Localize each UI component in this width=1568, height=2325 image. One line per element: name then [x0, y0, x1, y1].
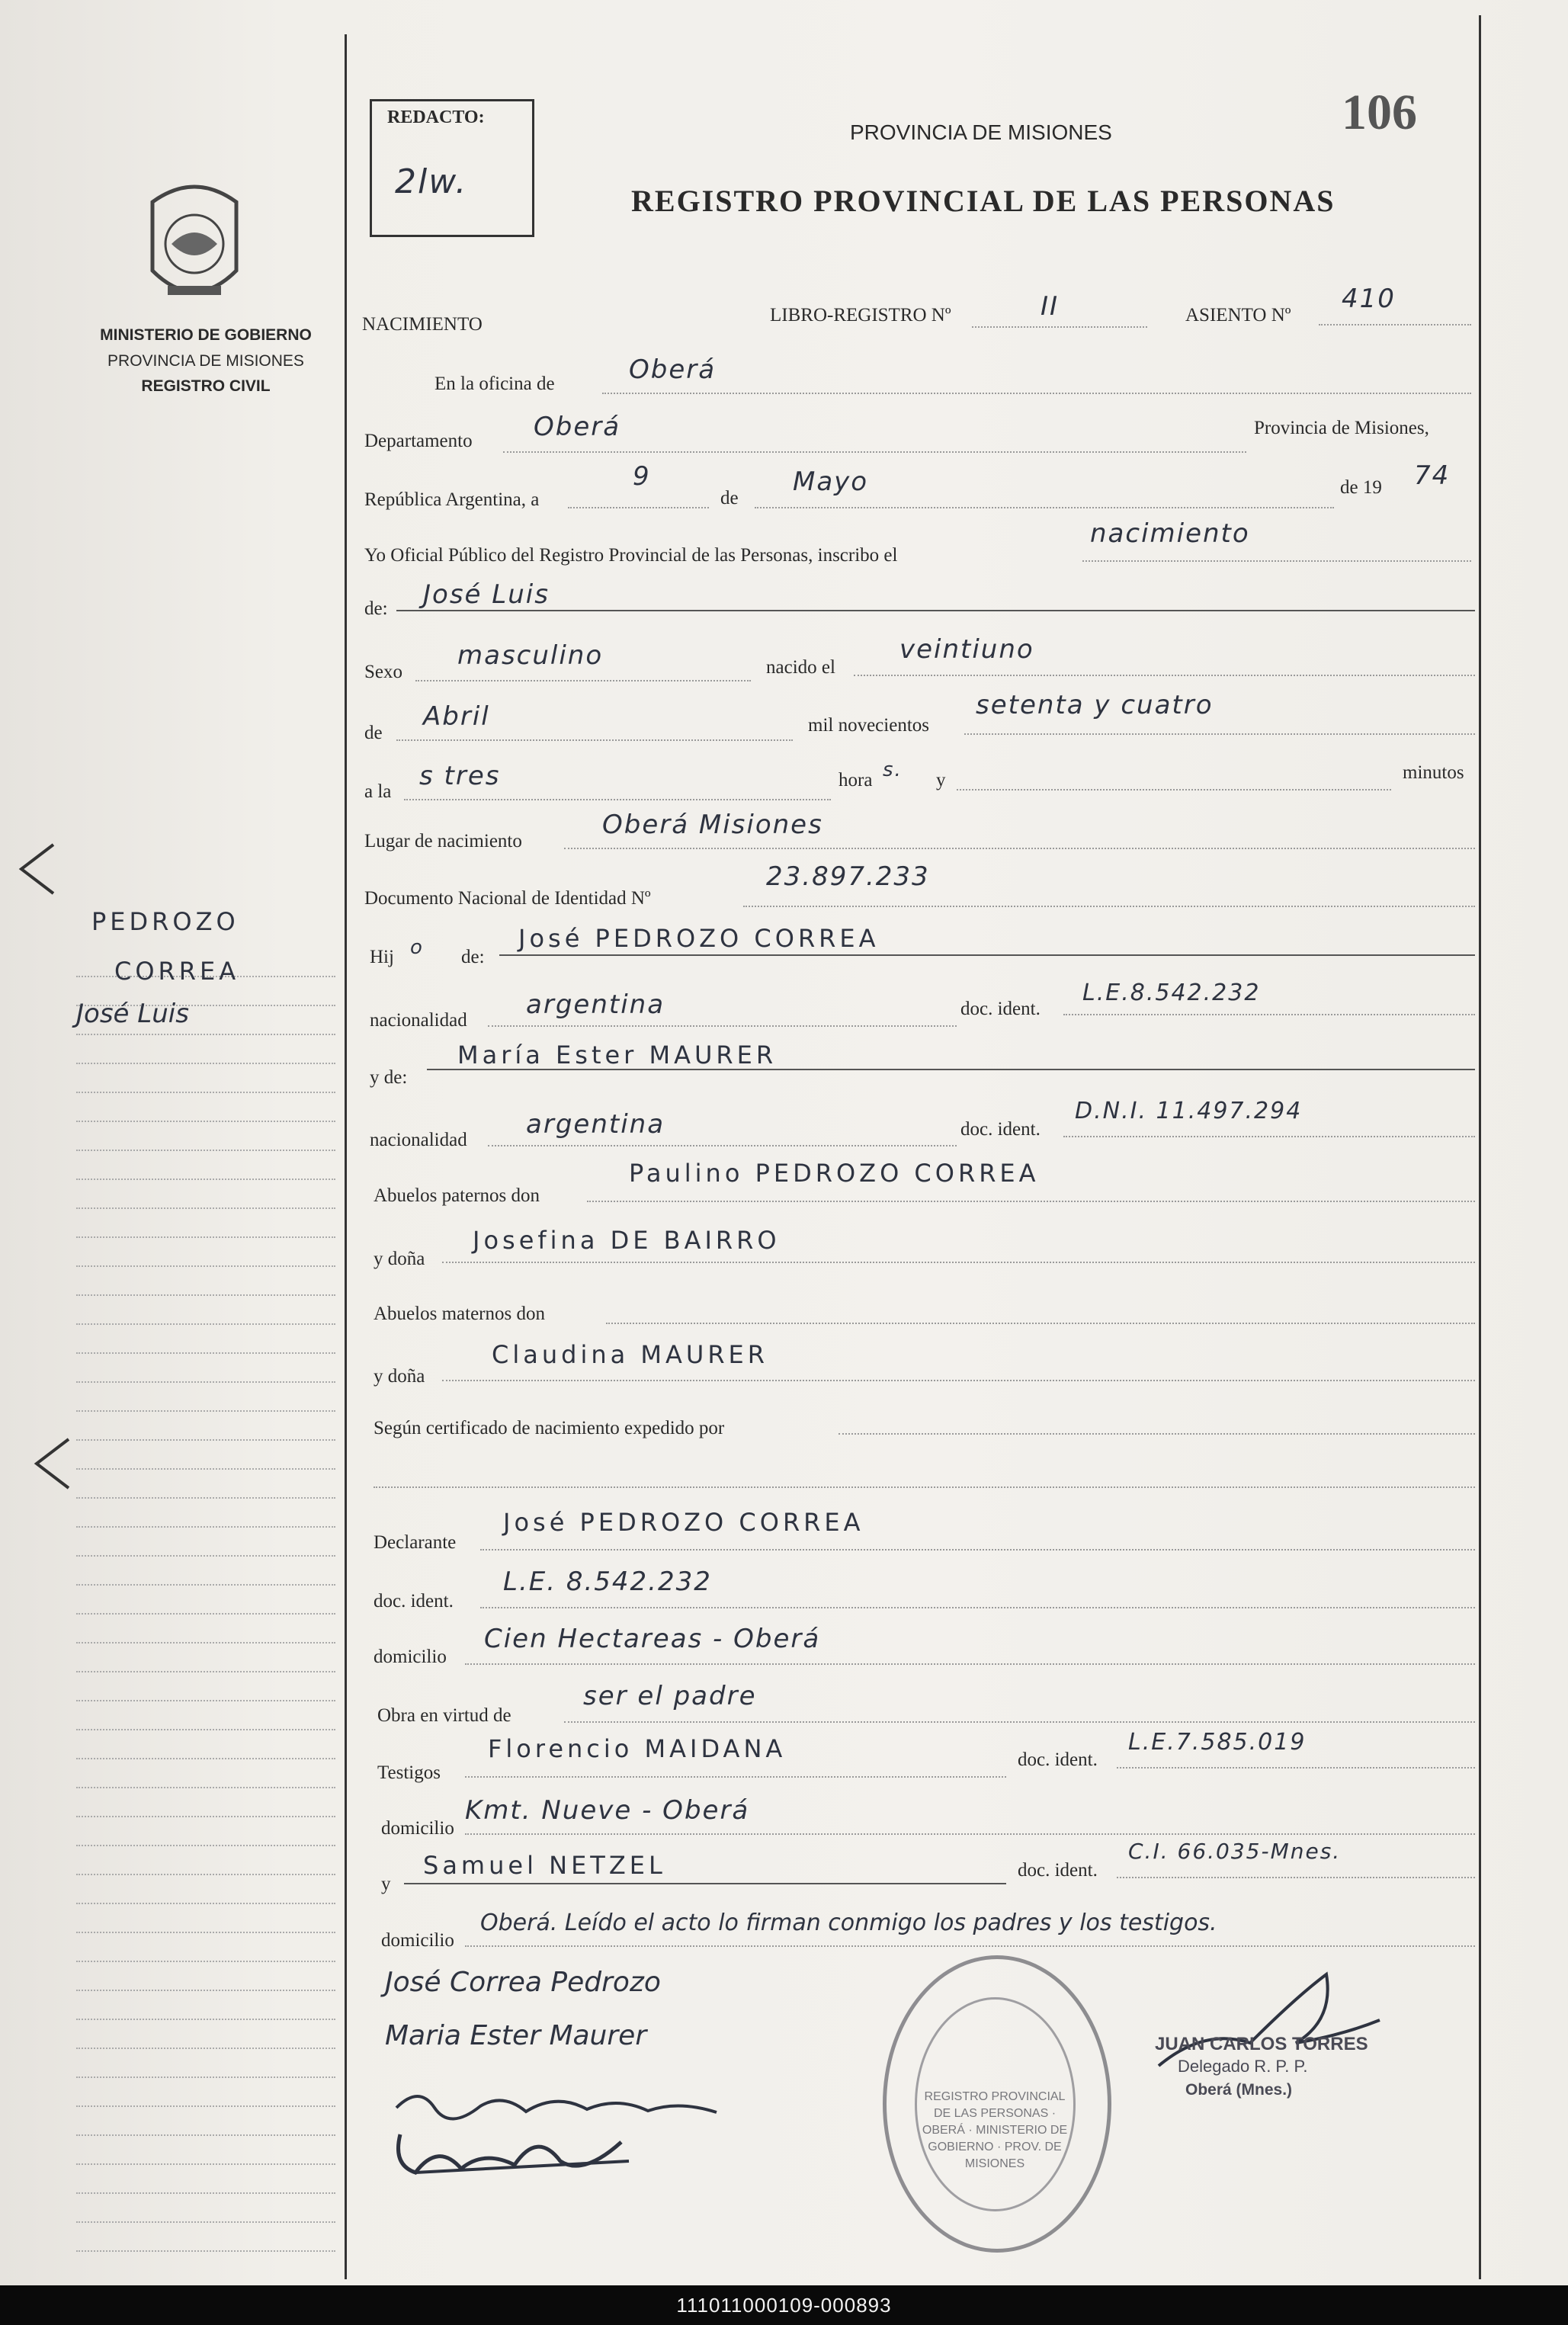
nac1-value: argentina	[526, 989, 665, 1020]
republica-label: República Argentina, a	[364, 489, 540, 510]
margin-ruled-line	[76, 1932, 335, 1933]
margin-ruled-line	[76, 1584, 335, 1586]
nac1-dots	[488, 1025, 957, 1027]
padre-value: José PEDROZO CORREA	[518, 924, 880, 953]
dom3-dots	[465, 1945, 1475, 1947]
oficina-value: Oberá	[629, 354, 717, 385]
provincial-seal	[137, 172, 252, 313]
ydona2-label: y doña	[374, 1366, 425, 1387]
margin-ruled-line	[76, 1439, 335, 1441]
docid3-label: doc. ident.	[374, 1591, 454, 1611]
madre-value: María Ester MAURER	[457, 1041, 778, 1070]
redacto-label: REDACTO:	[387, 107, 485, 127]
sexo-label: Sexo	[364, 662, 402, 682]
ydona2-dots	[442, 1380, 1475, 1381]
docid5-value: C.I. 66.035-Mnes.	[1128, 1839, 1342, 1864]
hora-label: hora	[839, 770, 873, 790]
docid4-label: doc. ident.	[1018, 1749, 1098, 1770]
dom2-label: domicilio	[381, 1818, 454, 1839]
madre-line	[427, 1069, 1475, 1070]
asiento-value: 410	[1342, 284, 1396, 314]
docid1-dots	[1063, 1014, 1475, 1015]
margin-ruled-line	[76, 1816, 335, 1817]
obra-label: Obra en virtud de	[377, 1705, 511, 1726]
libro-value: II	[1041, 291, 1060, 322]
minutos-label: minutos	[1403, 762, 1464, 783]
lugar-value: Oberá Misiones	[602, 810, 823, 840]
margin-ruled-line	[76, 1207, 335, 1209]
dni-value: 23.897.233	[766, 861, 930, 892]
margin-ruled-line	[76, 2221, 335, 2223]
margin-ruled-line	[76, 1410, 335, 1412]
ministry-line-1: MINISTERIO DE GOBIERNO	[100, 326, 312, 344]
margin-ruled-line	[76, 1179, 335, 1180]
dom2-dots	[465, 1833, 1475, 1835]
hijo-de-label: de:	[461, 947, 485, 967]
departamento-value: Oberá	[534, 412, 621, 442]
mil-label: mil novecientos	[808, 715, 929, 736]
margin-ruled-line	[76, 2163, 335, 2165]
dom3-value: Oberá. Leído el acto lo firman conmigo los padres y los testigos.	[480, 1910, 1217, 1936]
docid2-dots	[1063, 1136, 1475, 1137]
margin-note-name: José Luis	[76, 999, 189, 1029]
nac1-label: nacionalidad	[370, 1010, 467, 1031]
redacto-value: 2lw.	[395, 162, 468, 201]
official-name: JUAN CARLOS TORRES	[1155, 2034, 1368, 2054]
testigo2-value: Samuel NETZEL	[423, 1851, 666, 1880]
declarante-label: Declarante	[374, 1532, 457, 1553]
minutos-dots	[957, 789, 1391, 790]
binding-mark-bottom	[30, 1433, 72, 1494]
nac2-label: nacionalidad	[370, 1130, 467, 1150]
margin-ruled-line	[76, 2076, 335, 2078]
nombre-label: de:	[364, 598, 388, 619]
margin-ruled-line	[76, 1294, 335, 1296]
docid1-value: L.E.8.542.232	[1082, 980, 1261, 1006]
margin-ruled-line	[76, 1265, 335, 1267]
mil-dots	[964, 733, 1475, 735]
margin-ruled-line	[76, 1468, 335, 1470]
signature-father: José Correa Pedrozo	[385, 1967, 661, 1998]
oficial-dots	[1082, 560, 1471, 562]
margin-ruled-line	[76, 1063, 335, 1064]
margin-note-surname-1: PEDROZO	[91, 907, 239, 936]
y-label: y	[936, 770, 946, 790]
margin-note-surname-2: CORREA	[114, 957, 240, 986]
margin-ruled-line	[76, 2134, 335, 2136]
testigo1-dots	[465, 1776, 1006, 1778]
margin-ruled-line	[76, 1150, 335, 1151]
testigo1-value: Florencio MAIDANA	[488, 1734, 787, 1763]
margin-ruled-line	[76, 1526, 335, 1528]
madre-label: y de:	[370, 1067, 408, 1088]
mes-nac-value: Abril	[423, 701, 490, 732]
dom3-label: domicilio	[381, 1930, 454, 1951]
hora-value: s.	[883, 758, 903, 781]
margin-ruled-line	[76, 1700, 335, 1701]
margin-ruled-line	[76, 1787, 335, 1788]
abpat-value: Paulino PEDROZO CORREA	[629, 1159, 1040, 1188]
margin-ruled-line	[76, 1121, 335, 1122]
docid4-dots	[1117, 1767, 1475, 1769]
libro-label: LIBRO-REGISTRO Nº	[770, 305, 951, 326]
footer-barcode-bar	[0, 2285, 1568, 2325]
signature-witness-2	[370, 2119, 659, 2188]
signature-mother: Maria Ester Maurer	[385, 2020, 647, 2051]
margin-ruled-line	[76, 1092, 335, 1093]
docid5-label: doc. ident.	[1018, 1860, 1098, 1881]
mil-value: setenta y cuatro	[976, 690, 1214, 720]
declarante-dots	[480, 1549, 1475, 1551]
margin-ruled-line	[76, 1758, 335, 1759]
province-title: PROVINCIA DE MISIONES	[850, 120, 1112, 144]
docid3-dots	[480, 1607, 1475, 1608]
ministry-line-3: REGISTRO CIVIL	[141, 377, 271, 395]
margin-ruled-line	[76, 1034, 335, 1035]
abpat-label: Abuelos paternos don	[374, 1185, 540, 1206]
dom1-label: domicilio	[374, 1647, 447, 1667]
mes-nac-label: de	[364, 723, 383, 743]
declarante-value: José PEDROZO CORREA	[503, 1508, 864, 1537]
obra-value: ser el padre	[583, 1681, 757, 1711]
departamento-label: Departamento	[364, 431, 473, 451]
docid2-value: D.N.I. 11.497.294	[1075, 1098, 1303, 1124]
mes-value: Mayo	[793, 467, 869, 497]
dni-label: Documento Nacional de Identidad Nº	[364, 888, 651, 909]
asiento-dots	[1319, 324, 1471, 326]
nacido-value: veintiuno	[899, 634, 1034, 665]
margin-ruled-line	[76, 1352, 335, 1354]
nacimiento-label: NACIMIENTO	[362, 314, 483, 335]
dni-dots	[743, 906, 1475, 907]
mes-nac-dots	[396, 739, 793, 741]
mes-dots	[755, 507, 1334, 508]
hijo-label: Hij	[370, 947, 394, 967]
y2-label: y	[381, 1874, 391, 1894]
abpat-dots	[587, 1201, 1475, 1202]
oficial-label: Yo Oficial Público del Registro Provincial de las Personas, inscribo el	[364, 545, 898, 566]
padre-line	[499, 954, 1475, 956]
margin-ruled-line	[76, 2105, 335, 2107]
margin-ruled-line	[76, 2048, 335, 2049]
testigo2-line	[404, 1883, 1006, 1884]
nombre-line	[396, 610, 1475, 611]
docid4-value: L.E.7.585.019	[1128, 1729, 1307, 1756]
nacido-dots	[854, 675, 1475, 676]
margin-ruled-line	[76, 1613, 335, 1615]
de-label: de	[720, 488, 739, 508]
abmat-dots	[606, 1323, 1475, 1324]
asiento-label: ASIENTO Nº	[1185, 305, 1291, 326]
registry-title: REGISTRO PROVINCIAL DE LAS PERSONAS	[631, 184, 1336, 218]
docid1-label: doc. ident.	[960, 999, 1041, 1019]
sexo-value: masculino	[457, 640, 604, 671]
abmat-label: Abuelos maternos don	[374, 1304, 545, 1324]
margin-ruled-line	[76, 1323, 335, 1325]
margin-ruled-line	[76, 1497, 335, 1499]
margin-ruled-line	[76, 1903, 335, 1904]
stamp-text: REGISTRO PROVINCIAL DE LAS PERSONAS · OBERÁ · MINISTERIO DE GOBIERNO · PROV. DE MISIONES	[922, 2090, 1068, 2170]
dom2-value: Kmt. Nueve - Oberá	[465, 1795, 750, 1826]
anio-label: de 19	[1340, 477, 1382, 498]
ala-label: a la	[364, 781, 392, 802]
margin-ruled-line	[76, 1671, 335, 1672]
ydona1-label: y doña	[374, 1249, 425, 1269]
oficina-dots	[602, 393, 1471, 394]
testigos-label: Testigos	[377, 1762, 441, 1783]
binding-mark-top	[15, 839, 57, 900]
oficial-value: nacimiento	[1090, 518, 1250, 549]
docid5-dots	[1117, 1877, 1475, 1878]
ala-dots	[404, 799, 831, 800]
nac2-dots	[488, 1145, 957, 1146]
barcode-id: 111011000109-000893	[676, 2293, 892, 2317]
folio-number: 106	[1342, 85, 1417, 140]
margin-ruled-line	[76, 1990, 335, 1991]
nombre-value: José Luis	[423, 579, 550, 610]
margin-ruled-line	[76, 1845, 335, 1846]
redacto-box	[370, 99, 534, 237]
nacido-label: nacido el	[766, 657, 835, 678]
libro-dots	[972, 326, 1147, 328]
ydona1-value: Josefina DE BAIRRO	[473, 1226, 781, 1255]
margin-ruled-line	[76, 1729, 335, 1730]
sexo-dots	[415, 680, 751, 681]
nac2-value: argentina	[526, 1109, 665, 1140]
ala-value: s tres	[419, 761, 501, 791]
dia-value: 9	[633, 461, 651, 492]
certificado-dots	[839, 1433, 1475, 1435]
ydona2-value: Claudina MAURER	[492, 1340, 768, 1369]
margin-ruled-line	[76, 1236, 335, 1238]
provincia-label: Provincia de Misiones,	[1254, 418, 1429, 438]
ydona1-dots	[442, 1262, 1475, 1263]
docid3-value: L.E. 8.542.232	[503, 1567, 712, 1597]
certificado-label: Según certificado de nacimiento expedido por	[374, 1418, 725, 1438]
margin-ruled-line	[76, 2019, 335, 2020]
obra-dots	[564, 1721, 1475, 1723]
anio-value: 74	[1414, 460, 1451, 491]
margin-ruled-line	[76, 2192, 335, 2194]
ministry-line-2: PROVINCIA DE MISIONES	[107, 352, 304, 370]
margin-ruled-line	[76, 1642, 335, 1644]
official-title: Delegado R. P. P.	[1178, 2057, 1308, 2076]
right-rule	[1479, 15, 1481, 2279]
margin-ruled-line	[76, 1961, 335, 1962]
official-place: Oberá (Mnes.)	[1185, 2081, 1293, 2099]
margin-ruled-line	[76, 1874, 335, 1875]
lugar-dots	[564, 848, 1475, 849]
margin-rule	[345, 34, 347, 2279]
docid2-label: doc. ident.	[960, 1119, 1041, 1140]
departamento-dots	[503, 451, 1246, 453]
dia-dots	[568, 507, 709, 508]
margin-ruled-line	[76, 2250, 335, 2252]
oficina-label: En la oficina de	[434, 374, 555, 394]
margin-ruled-line	[76, 1381, 335, 1383]
lugar-label: Lugar de nacimiento	[364, 831, 522, 851]
dom1-dots	[465, 1663, 1475, 1665]
margin-ruled-line	[76, 1555, 335, 1557]
hijo-suffix: o	[410, 936, 424, 959]
certificado-dots-2	[374, 1486, 1475, 1488]
dom1-value: Cien Hectareas - Oberá	[484, 1624, 821, 1654]
